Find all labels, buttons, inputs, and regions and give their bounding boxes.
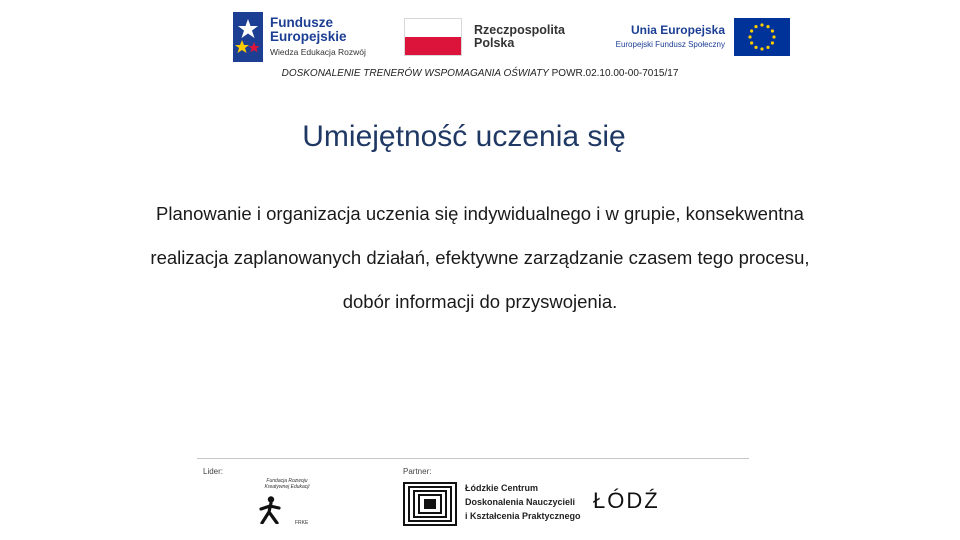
leader-name: Fundacja Rozwoju Kreatywnej Edukacji xyxy=(264,478,310,490)
eu-flag-icon xyxy=(734,18,790,56)
body-line-2: realizacja zaplanowanych działań, efektywne zarządzanie czasem tego procesu, xyxy=(150,247,810,268)
footer-divider xyxy=(197,458,749,459)
unia-europejska-logo xyxy=(600,18,790,58)
rzeczpospolita-logo xyxy=(404,18,579,58)
leader-label: Lider: xyxy=(203,467,224,476)
project-line xyxy=(0,68,960,79)
fundusze-europejskie-logo xyxy=(233,12,373,62)
ldcnikp-logo-icon xyxy=(403,482,457,526)
unia-title: Unia Europejska xyxy=(630,23,725,37)
partner-label: Partner: xyxy=(403,467,432,476)
fundusze-subtitle: Wiedza Edukacja Rozwój xyxy=(270,47,366,57)
fundusze-europejskie-star-icon xyxy=(233,12,263,62)
project-code: POWR.02.10.00-00-7015/17 xyxy=(551,68,679,79)
partner-name: Łódzkie Centrum Doskonalenia Nauczycieli i Kształcenia Praktycznego xyxy=(465,483,581,521)
project-name: DOSKONALENIE TRENERÓW WSPOMAGANIA OŚWIATY xyxy=(281,68,549,79)
unia-subtitle: Europejski Fundusz Społeczny xyxy=(615,40,725,49)
slide-title: Umiejętność uczenia się xyxy=(302,120,626,153)
leader-mark: FRKE xyxy=(295,520,309,526)
running-figure-icon xyxy=(257,496,287,524)
body-line-3: dobór informacji do przyswojenia. xyxy=(342,291,618,312)
fundusze-title: Fundusze Europejskie xyxy=(270,15,347,44)
lodz-city-logo: ŁÓDŹ xyxy=(593,488,660,513)
leader-logo xyxy=(255,478,317,528)
slide-body xyxy=(80,192,880,324)
rzeczpospolita-text: Rzeczpospolita Polska xyxy=(474,23,565,50)
polish-flag-icon xyxy=(404,18,462,56)
body-line-1: Planowanie i organizacja uczenia się indywidualnego i w grupie, konsekwentna xyxy=(156,203,804,224)
